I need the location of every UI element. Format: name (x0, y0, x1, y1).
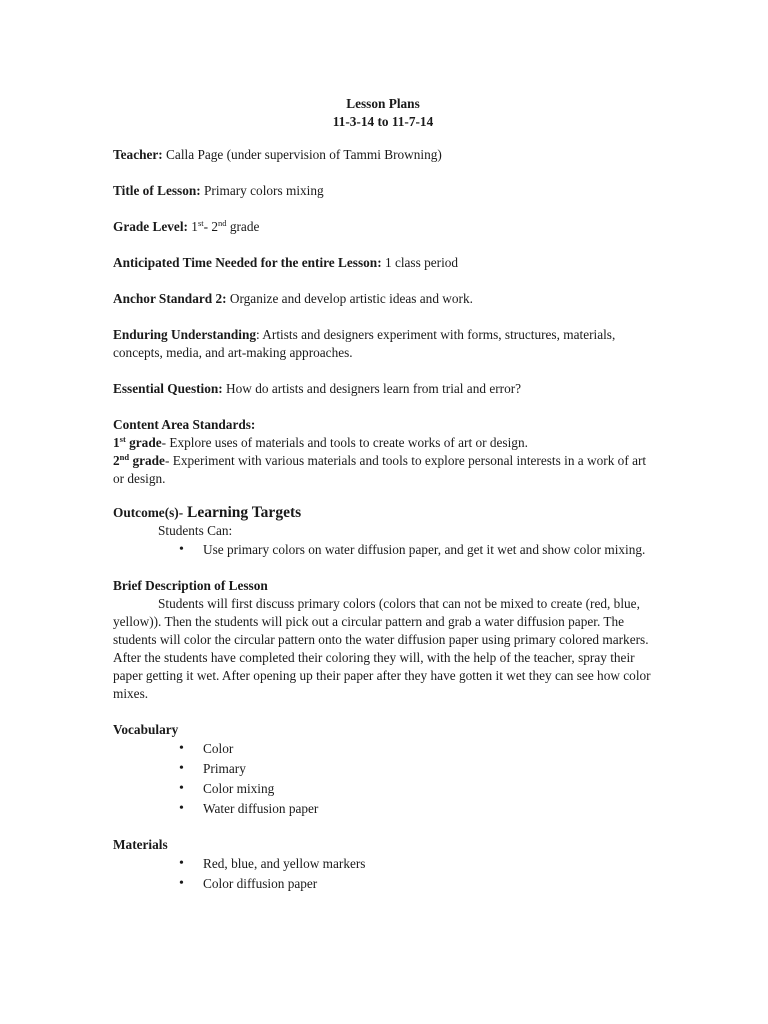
enduring-understanding-label: Enduring Understanding (113, 327, 256, 342)
grade-level-line (113, 218, 653, 236)
lesson-plan-document (113, 95, 653, 894)
document-dates: 11-3-14 to 11-7-14 (332, 114, 434, 129)
learning-targets-label: Learning Targets (183, 504, 302, 521)
anchor-standard-value: Organize and develop artistic ideas and work. (226, 291, 473, 306)
outcomes-label: Outcome(s)- (113, 505, 184, 520)
document-title: Lesson Plans (346, 96, 420, 111)
brief-description-section (113, 577, 653, 703)
enduring-understanding-line (113, 326, 653, 362)
materials-item: • Red, blue, and yellow markers (179, 854, 653, 874)
anchor-standard-label: Anchor Standard 2: (113, 291, 227, 306)
content-area-standards-heading: Content Area Standards: (113, 417, 256, 432)
essential-question-label: Essential Question: (113, 381, 223, 396)
materials-heading: Materials (113, 837, 168, 852)
time-needed-line (113, 254, 653, 272)
brief-description-text: Students will first discuss primary colors (colors that can not be mixed to create (red, blue, yellow)). Then the students will pick out a circular pattern and grab a water diffusion paper. The students will color the circular pattern onto the water diffusion paper using primary colored markers. After the students have completed their coloring they will, with the help of the teacher, spray their paper getting it wet. After opening up their paper after they have gotten it wet they can see how color mixes. (113, 596, 651, 701)
vocabulary-section (113, 721, 653, 819)
outcomes-heading (113, 504, 653, 522)
second-grade-sup: nd (119, 452, 130, 462)
teacher-label: Teacher: (113, 147, 163, 162)
materials-section (113, 836, 653, 894)
grade-level-label: Grade Level: (113, 219, 188, 234)
first-grade-sup: st (119, 434, 126, 444)
second-grade-label: grade (129, 453, 165, 468)
learning-targets-list (113, 540, 653, 559)
second-grade-num: 2 (113, 453, 120, 468)
second-grade-value: - Experiment with various materials and tools to explore personal interests in a work of art or design. (113, 453, 647, 486)
students-can-label: Students Can: (158, 523, 233, 538)
time-needed-value: 1 class period (381, 255, 459, 270)
essential-question-line (113, 380, 653, 398)
grade-level-sup-first: st (197, 218, 204, 228)
vocabulary-item: • Color mixing (179, 779, 653, 799)
grade-level-mid: - 2 (203, 219, 219, 234)
anchor-standard-line (113, 290, 653, 308)
teacher-value: Calla Page (under supervision of Tammi Browning) (162, 147, 442, 162)
grade-level-sup-second: nd (218, 218, 227, 228)
vocabulary-item: • Primary (179, 759, 653, 779)
teacher-line (113, 146, 653, 164)
vocabulary-item: • Water diffusion paper (179, 799, 653, 819)
grade-level-pre: 1 (187, 219, 198, 234)
title-of-lesson-value: Primary colors mixing (200, 183, 324, 198)
vocabulary-heading: Vocabulary (113, 722, 179, 737)
enduring-understanding-value: : Artists and designers experiment with forms, structures, materials, concepts, media, and art-making approaches. (113, 327, 616, 360)
vocabulary-item: • Color (179, 739, 653, 759)
first-grade-value: - Explore uses of materials and tools to create works of art or design. (161, 435, 528, 450)
materials-list (113, 854, 653, 894)
grade-level-post: grade (226, 219, 260, 234)
outcomes-section (113, 504, 653, 559)
title-of-lesson-line (113, 182, 653, 200)
first-grade-standard (113, 434, 653, 452)
essential-question-value: How do artists and designers learn from trial and error? (222, 381, 522, 396)
second-grade-standard (113, 452, 653, 488)
brief-description-heading: Brief Description of Lesson (113, 578, 268, 593)
vocabulary-list (113, 739, 653, 819)
content-area-standards-section (113, 416, 653, 488)
first-grade-num: 1 (113, 435, 120, 450)
learning-target-item: • Use primary colors on water diffusion paper, and get it wet and show color mixing. (179, 540, 653, 559)
materials-item: • Color diffusion paper (179, 874, 653, 894)
first-grade-label: grade (125, 435, 162, 450)
title-of-lesson-label: Title of Lesson: (113, 183, 201, 198)
time-needed-label: Anticipated Time Needed for the entire Lesson: (113, 255, 382, 270)
